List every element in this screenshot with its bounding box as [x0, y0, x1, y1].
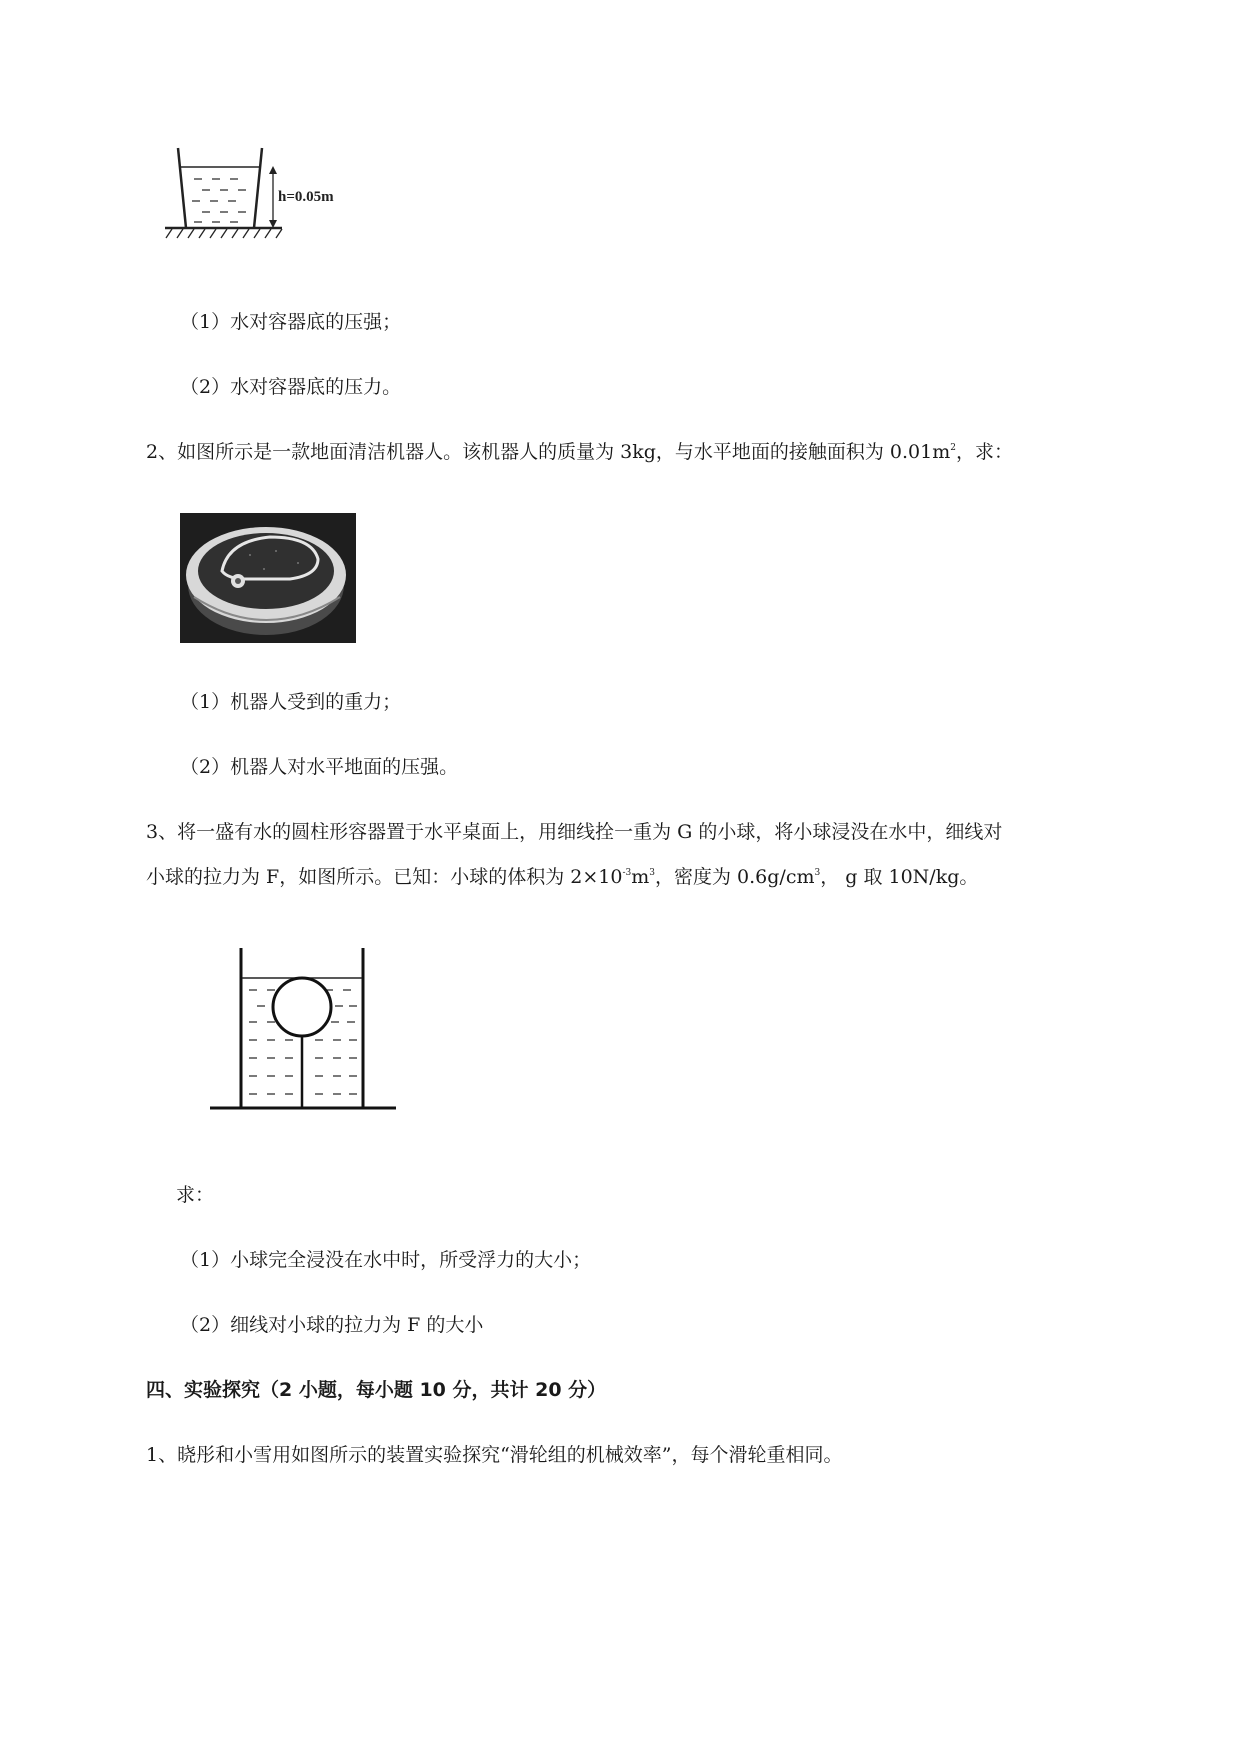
q3-ask: 求：	[176, 1184, 215, 1206]
container-water-figure	[160, 140, 380, 245]
section4-q1-stem: 1、晓彤和小雪用如图所示的装置实验探究“滑轮组的机械效率”，每个滑轮重相同。	[146, 1444, 843, 1466]
q2-sub2: （2）机器人对水平地面的压强。	[180, 756, 459, 778]
q3-stem-line1: 3、将一盛有水的圆柱形容器置于水平桌面上，用细线拴一重为 G 的小球，将小球浸没在水中，细线对	[146, 821, 1003, 843]
q3-sub1: （1）小球完全浸没在水中时，所受浮力的大小；	[180, 1249, 592, 1271]
q1-sub2: （2）水对容器底的压力。	[180, 376, 402, 398]
q2-stem: 2、如图所示是一款地面清洁机器人。该机器人的质量为 3kg，与水平地面的接触面积为 $0.01m^2$，求：	[146, 441, 1014, 463]
section4-heading: 四、实验探究（2 小题，每小题 10 分，共计 20 分）	[146, 1379, 607, 1401]
q3-sub2: （2）细线对小球的拉力为 F 的大小	[180, 1314, 484, 1336]
q2-sub1: （1）机器人受到的重力；	[180, 691, 402, 713]
q3-stem-line2: 小球的拉力为 F，如图所示。已知：小球的体积为 $2\times 10^{-3}m^3$，密度为 $0.6g/cm^3$， g 取 10N/kg。	[146, 866, 979, 888]
fig1-height-label: h=0.05m	[278, 189, 334, 205]
ball-in-water-figure	[205, 940, 405, 1115]
q1-sub1: （1）水对容器底的压强；	[180, 311, 402, 333]
cleaning-robot-figure	[180, 513, 356, 643]
